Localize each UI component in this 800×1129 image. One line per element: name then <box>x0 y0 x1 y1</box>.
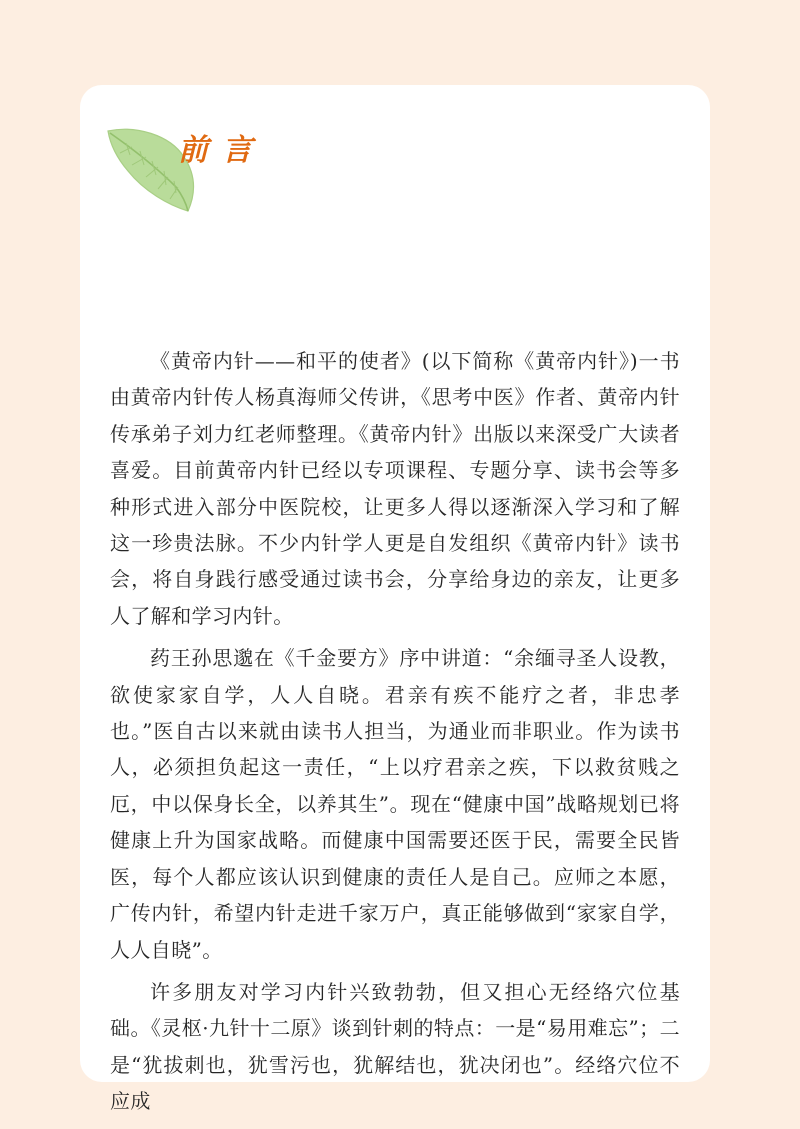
page-title: 前言 <box>178 133 266 168</box>
paragraph: 许多朋友对学习内针兴致勃勃，但又担心无经络穴位基础。《灵枢·九针十二原》谈到针刺的特点：一是“易用难忘”；二是“犹拔刺也，犹雪污也，犹解结也，犹决闭也”。经络穴位不应成 <box>110 979 680 1114</box>
body-text <box>110 343 680 1126</box>
paragraph: 《黄帝内针——和平的使者》(以下简称《黄帝内针》)一书由黄帝内针传人杨真海师父传讲，《思考中医》作者、黄帝内针传承弟子刘力红老师整理。《黄帝内针》出版以来深受广大读者喜爱。目前黄帝内针已经以专项课程、专题分享、读书会等多种形式进入部分中医院校，让更多人得以逐渐深入学习和了解这一珍贵法脉。不少内针学人更是自发组织《黄帝内针》读书会，将自身践行感受通过读书会，分享给身边的亲友，让更多人了解和学习内针。 <box>110 349 680 628</box>
page-card <box>80 85 710 1114</box>
paragraph: 药王孙思邈在《千金要方》序中讲道：“余缅寻圣人设教，欲使家家自学，人人自晓。君亲有疾不能疗之者，非忠孝也。”医自古以来就由读书人担当，为通业而非职业。作为读书人，必须担负起这一责任，“上以疗君亲之疾，下以救贫贱之厄，中以保身长全，以养其生”。现在“健康中国”战略规划已将健康上升为国家战略。而健康中国需要还医于民，需要全民皆医，每个人都应该认识到健康的责任人是自己。应师之本愿，广传内针，希望内针走进千家万户，真正能够做到“家家自学，人人自晓”。 <box>110 646 680 962</box>
